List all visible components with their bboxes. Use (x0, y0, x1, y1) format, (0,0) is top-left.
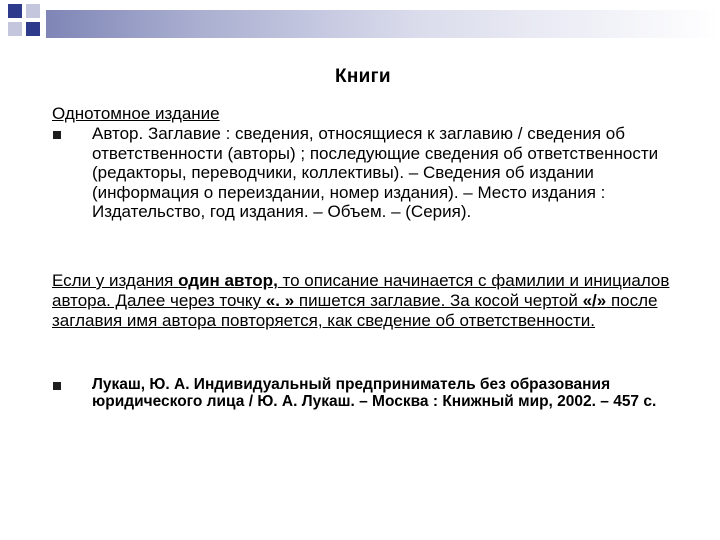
square-bullet-icon (53, 382, 61, 390)
section-heading: Однотомное издание (52, 104, 220, 123)
bibliographic-example: Лукаш, Ю. А. Индивидуальный предприниматель без образования юридического лица / Ю. А. Лукаш. – Москва : Книжный мир, 2002. – 457 с. (92, 376, 657, 410)
bullet-item-structure: Автор. Заглавие : сведения, относящиеся к заглавию / сведения об ответственности (авторы) ; последующие сведения об ответственности (редакторы, переводчики, коллективы). – Сведения об издании (информация о переиздании, номер издания). – Место издания : Издательство, год издания. – Объем. – (Серия). (92, 124, 659, 221)
square-bullet-icon (53, 131, 61, 139)
slide-title: Книги (335, 66, 391, 87)
header-gradient-bar (46, 10, 720, 38)
author-rule-paragraph: Если у издания один автор, то описание начинается с фамилии и инициалов автора. Далее через точку «. » пишется заглавие. За косой чертой «/» после заглавия имя автора повторяется, как сведение об ответственности. (52, 271, 670, 330)
